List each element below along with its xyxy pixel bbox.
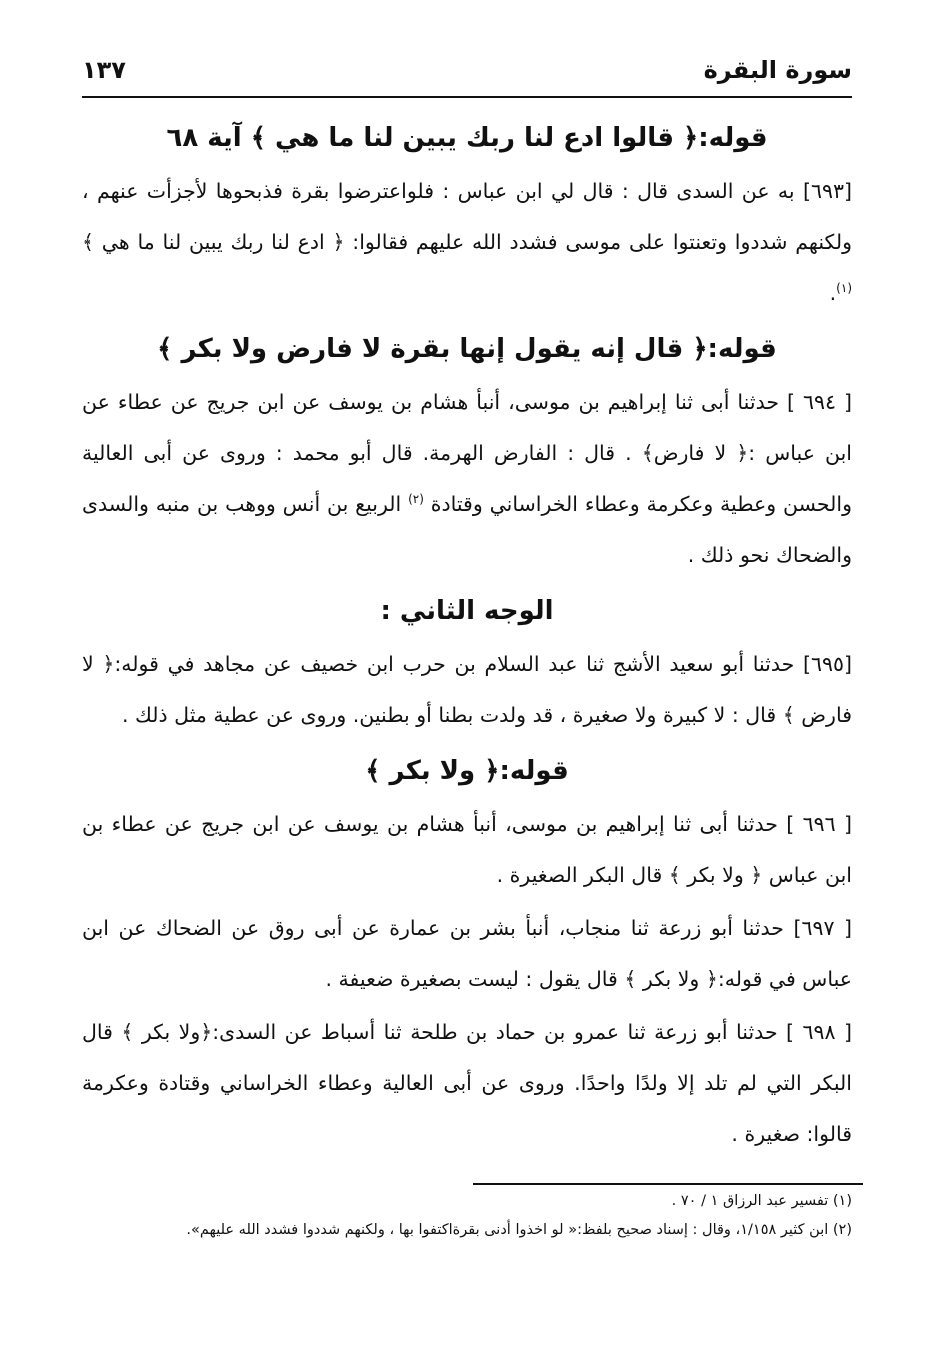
narration-697: [ ٦٩٧] حدثنا أبو زرعة ثنا منجاب، أنبأ بشر بن عمارة عن أبى روق عن الضحاك عن ابن عباس في قوله:﴿ ولا بكر ﴾ قال يقول : ليست بصغيرة ضعيفة . — [82, 916, 853, 991]
footnote-1: (١) تفسير عبد الرزاق ١ / ٧٠ . — [671, 1193, 852, 1209]
narration-695: [٦٩٥] حدثنا أبو سعيد الأشج ثنا عبد السلام بن حرب ابن خصيف عن مجاهد في قوله:﴿ لا فارض ﴾ قال : لا كبيرة ولا صغيرة ، قد ولدت بطنا أو بطنين. وروى عن عطية مثل ذلك . — [82, 652, 852, 727]
heading-la-farid: قوله:﴿ قال إنه يقول إنها بقرة لا فارض ولا بكر ﴾ — [157, 334, 777, 364]
narration-694-tail: الربيع بن أنس ووهب بن منبه والسدى والضحاك نحو ذلك . — [82, 492, 852, 567]
narration-696: [ ٦٩٦ ] حدثنا أبى ثنا إبراهيم بن موسى، أنبأ هشام بن يوسف عن ابن جريج عن عطاء بن ابن عباس ﴿ ولا بكر ﴾ قال البكر الصغيرة . — [82, 812, 852, 887]
surah-name: سورة البقرة — [703, 56, 852, 84]
heading-wala-bikr: قوله:﴿ ولا بكر ﴾ — [365, 756, 569, 786]
heading-verse-68: قوله:﴿ قالوا ادع لنا ربك يبين لنا ما هي ﴾ آية ٦٨ — [166, 123, 768, 153]
narration-693 — [82, 166, 852, 319]
footnote-ref-1[interactable]: (١) — [836, 281, 852, 296]
narration-694-text: [ ٦٩٤ ] حدثنا أبى ثنا إبراهيم بن موسى، أنبأ هشام بن يوسف عن ابن جريج عن عطاء عن ابن عباس :﴿ لا فارض﴾ . قال : الفارض الهرمة. قال أبو محمد : وروى عن أبى العالية والحسن وعطية وعكرمة وعطاء الخراساني وقتادة — [82, 390, 852, 516]
narration-698: [ ٦٩٨ ] حدثنا أبو زرعة ثنا عمرو بن حماد بن طلحة ثنا أسباط عن السدى:﴿ولا بكر ﴾ قال البكر التي لم تلد إلا ولدًا واحدًا. وروى عن أبى العالية وعطاء الخراساني وقتادة وعكرمة قالوا: صغيرة . — [82, 1020, 853, 1146]
narration-693-text: [٦٩٣] به عن السدى قال : قال لي ابن عباس : فلواعترضوا بقرة فذبحوها لأجزأت عنهم ، ولكنهم شددوا وتعنتوا على موسى فشدد الله عليهم فقالوا: ﴿ ادع لنا ربك يبين لنا ما هي ﴾ — [82, 179, 852, 254]
footnote-ref-2[interactable]: (٢) — [408, 492, 424, 507]
narration-693-tail: . — [829, 281, 837, 305]
footnotes — [112, 1187, 852, 1245]
heading-second-view: الوجه الثاني : — [380, 596, 554, 626]
main-text — [82, 110, 852, 1162]
page-header — [82, 50, 852, 98]
narration-694 — [82, 377, 852, 581]
footnote-2: (٢) ابن كثير ١/١٥٨، وقال : إسناد صحيح بلفظ:« لو اخذوا أدنى بقرةاكتفوا بها ، ولكنهم شددوا فشدد الله عليهم». — [186, 1222, 852, 1238]
page-number: ١٣٧ — [82, 56, 126, 84]
footnote-divider — [473, 1183, 863, 1185]
